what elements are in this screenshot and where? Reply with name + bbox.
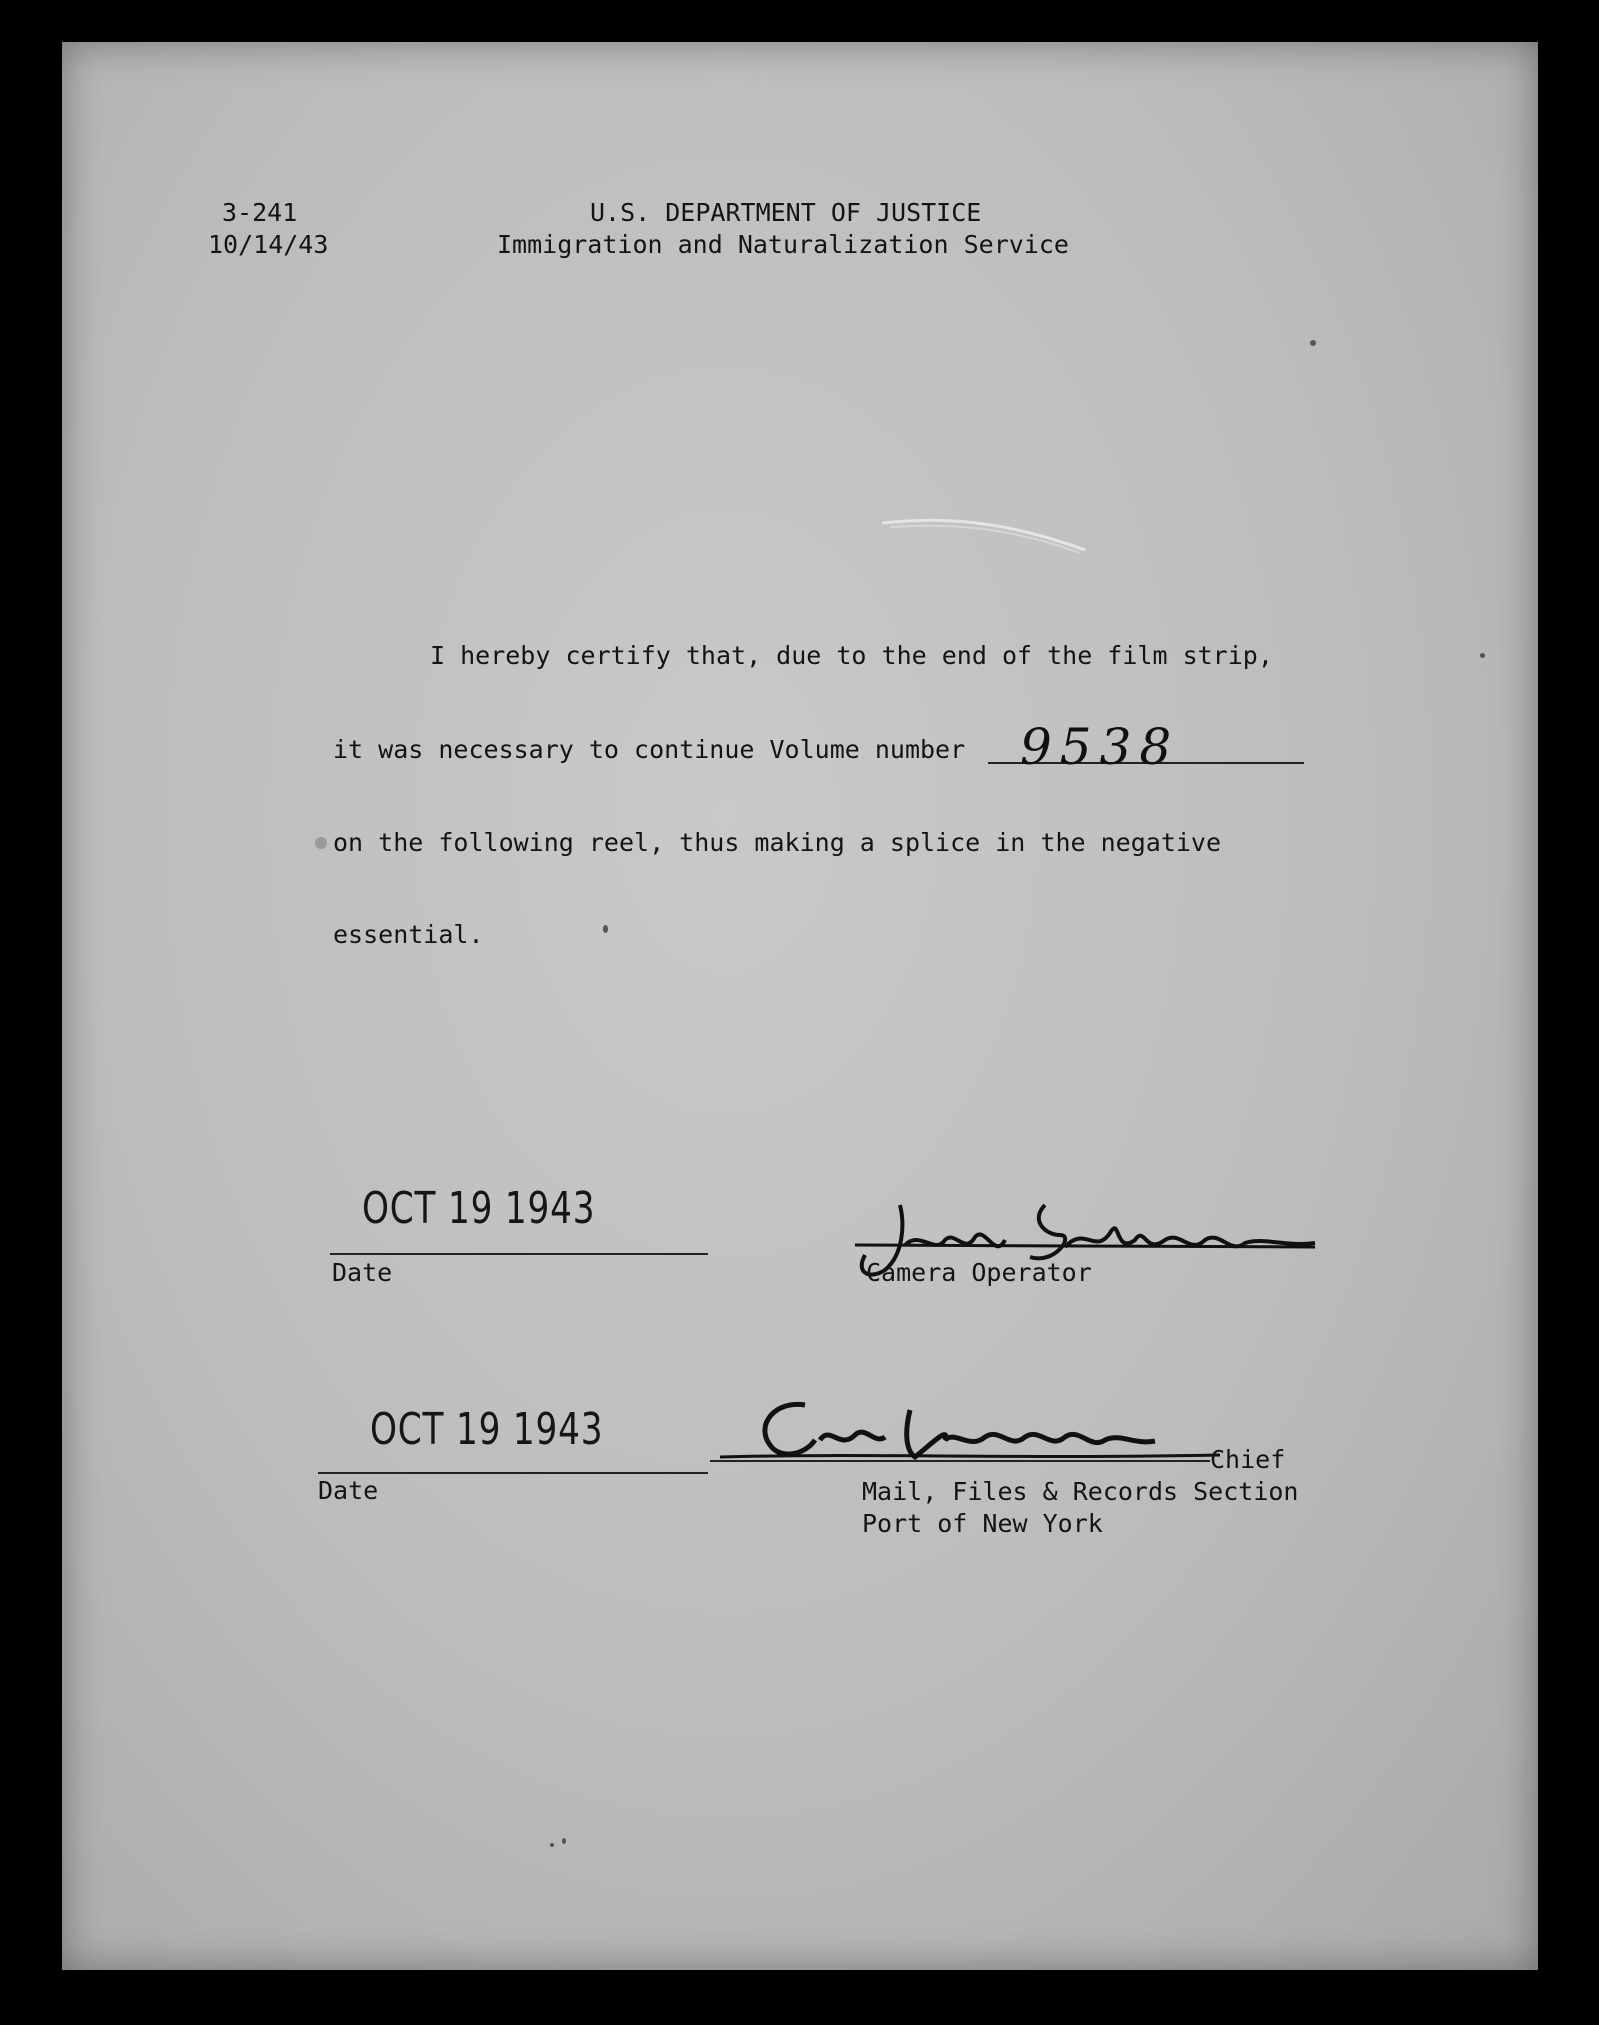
volume-number: 9538: [1020, 718, 1180, 776]
chief-date-stamp: OCT 19 1943: [370, 1404, 604, 1455]
form-number: 3-241: [222, 198, 298, 227]
speck: [603, 925, 608, 933]
document-page: [62, 42, 1538, 1970]
form-date: 10/14/43: [208, 230, 329, 259]
certification-line-3: on the following reel, thus making a splice in the negative: [333, 828, 1222, 857]
chief-office: Port of New York: [862, 1509, 1103, 1538]
certification-line-4: essential.: [333, 920, 484, 949]
chief-date-label: Date: [318, 1476, 379, 1505]
speck: [315, 837, 327, 849]
scratch-mark: [880, 505, 1090, 555]
service-title: Immigration and Naturalization Service: [497, 230, 1069, 259]
camera-date-line: [330, 1253, 708, 1255]
certification-line-1: I hereby certify that, due to the end of the film strip,: [430, 641, 1273, 670]
chief-section: Mail, Files & Records Section: [862, 1477, 1299, 1506]
chief-signature: [715, 1385, 1235, 1485]
chief-role: Chief: [1210, 1445, 1286, 1474]
chief-signature-line: [710, 1460, 1210, 1462]
certification-line-2: it was necessary to continue Volume number: [333, 735, 966, 764]
speck: [1310, 340, 1316, 346]
camera-date-stamp: OCT 19 1943: [362, 1183, 596, 1234]
speck: [550, 1843, 554, 1847]
chief-date-line: [318, 1472, 708, 1474]
camera-date-label: Date: [332, 1258, 393, 1287]
camera-operator-role: Camera Operator: [866, 1258, 1092, 1287]
department-title: U.S. DEPARTMENT OF JUSTICE: [590, 198, 982, 227]
speck: [1480, 653, 1485, 658]
speck: [562, 1838, 566, 1844]
